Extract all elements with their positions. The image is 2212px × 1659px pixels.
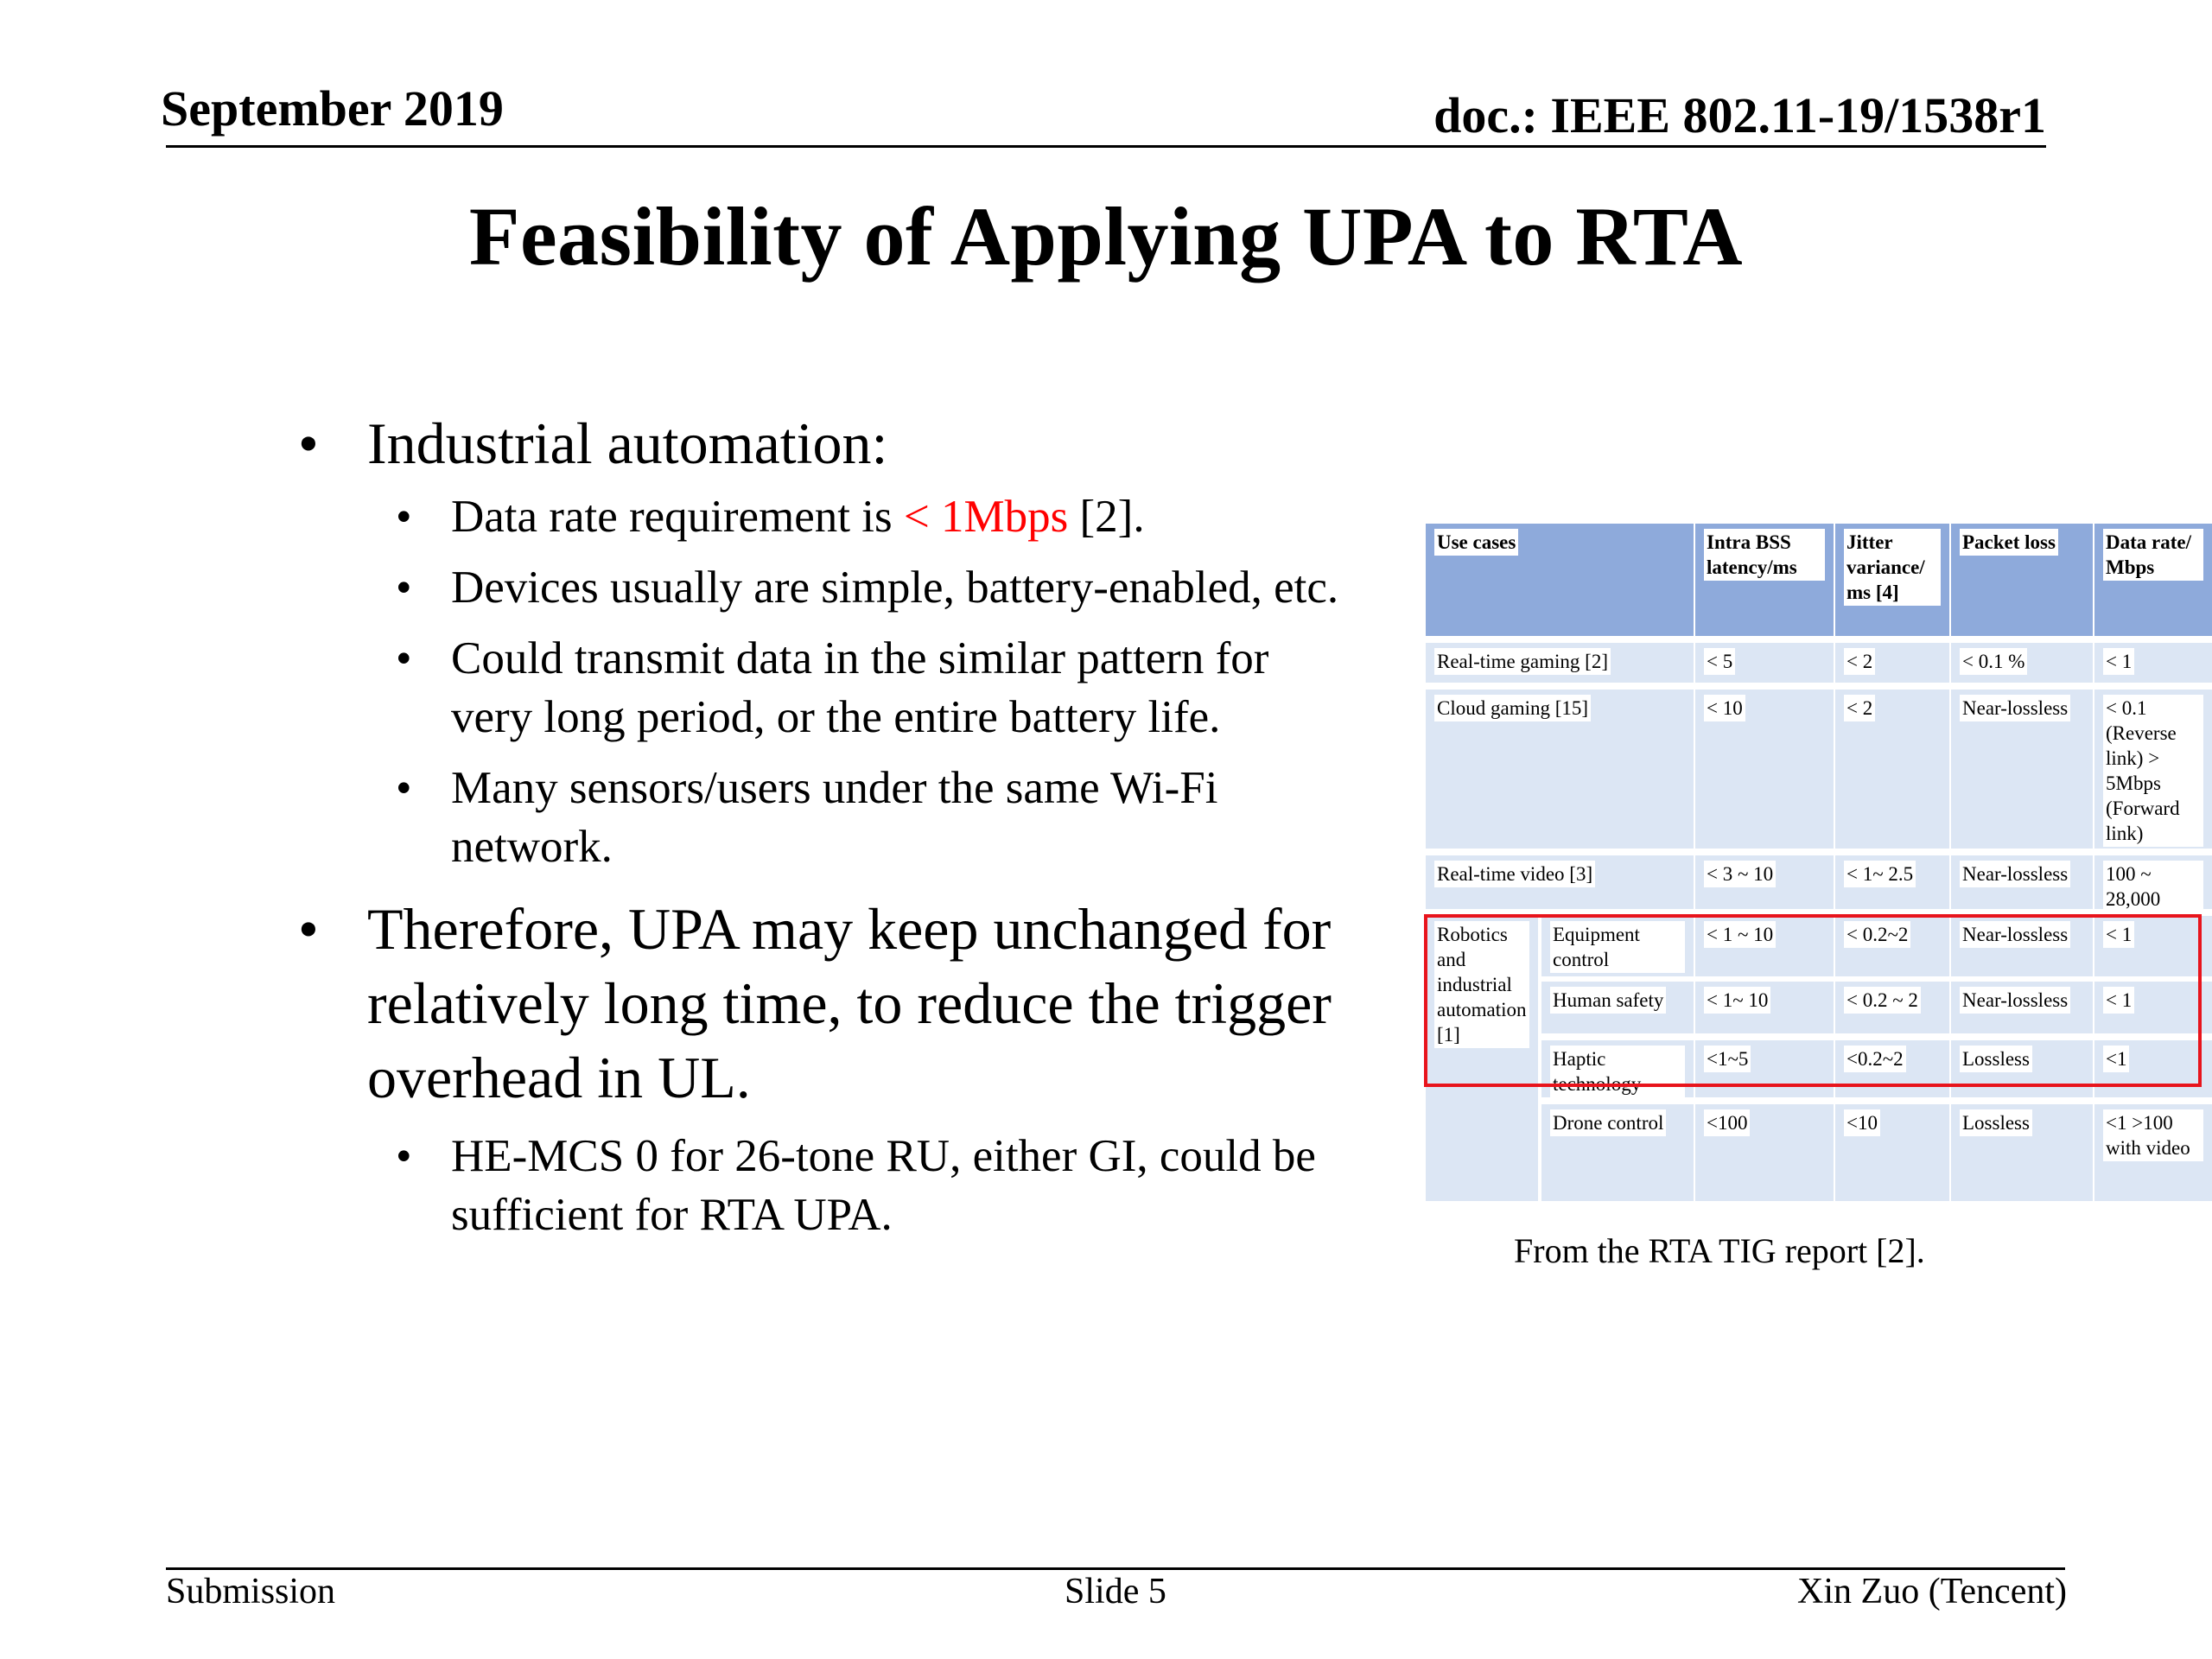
table-cell: <0.2~2 [1835,1040,1949,1097]
table-cell: Near-lossless [1951,982,2093,1033]
bullet-text: Data rate requirement is < 1Mbps [2]. [451,492,1145,542]
robotics-highlight-box [1424,914,2202,1087]
table-group-cell: Robotics and industrial automation [1] [1426,916,1538,1201]
bullet-many-sensors [396,759,1218,876]
footer-slide-number: Slide 5 [1065,1572,1166,1611]
bullet-he-mcs [396,1127,1316,1244]
table-cell: Human safety [1541,982,1694,1033]
table-cell: < 2 [1835,690,1949,849]
table-cell: < 1 [2094,643,2212,683]
table-cell: <10 [1835,1104,1949,1201]
bullet-text: Therefore, UPA may keep unchanged for relatively long time, to reduce the trigger overhead in UL. [367,896,1332,1110]
bullet-data-rate [396,487,1145,546]
header-date: September 2019 [161,80,504,137]
table-cell: < 0.2~2 [1835,916,1949,976]
table-cell: < 5 [1695,643,1834,683]
bullet-transmit-pattern [396,629,1269,747]
table-cell: < 1 [2094,982,2212,1033]
bullet-dot: • [396,633,412,683]
header-rule [166,145,2046,148]
header-doc-id: doc.: IEEE 802.11-19/1538r1 [1433,87,2046,143]
table-cell: <1 >100 with video [2094,1104,2212,1201]
bullet-devices [396,558,1339,617]
bullet-dot: • [396,563,412,613]
table-cell: < 1~ 10 [1695,982,1834,1033]
bullet-text: Many sensors/users under the same Wi-Fi network. [451,763,1218,872]
table-cell: Equipment control [1541,916,1694,976]
bullet-therefore [298,892,1332,1115]
bullet-text: Could transmit data in the similar pattern for very long period, or the entire battery life. [451,633,1269,742]
footer-submission: Submission [166,1572,336,1611]
bullet-dot: • [396,1131,412,1181]
bullet-text: HE-MCS 0 for 26-tone RU, either GI, could be sufficient for RTA UPA. [451,1131,1316,1240]
table-cell: Lossless [1951,1104,2093,1201]
table-cell: Lossless [1951,1040,2093,1097]
table-cell: Drone control [1541,1104,1694,1201]
table-cell: 100 ~ 28,000 [2094,855,2212,909]
bullet-text: Industrial automation: [367,410,888,476]
table-cell: <100 [1695,1104,1834,1201]
table-cell: < 3 ~ 10 [1695,855,1834,909]
table-cell: Near-lossless [1951,916,2093,976]
data-rate-highlight: < 1Mbps [903,492,1069,542]
table-cell: Haptic technology [1541,1040,1694,1097]
bullet-dot: • [298,410,319,476]
table-cell: Near-lossless [1951,690,2093,849]
table-cell: Near-lossless [1951,855,2093,909]
bullet-dot: • [396,492,412,542]
table-header-cell: Use cases [1426,524,1694,636]
slide-title: Feasibility of Applying UPA to RTA [468,190,1744,283]
footer-rule [166,1567,2065,1570]
table-cell: Real-time video [3] [1426,855,1694,909]
table-header-cell: Jitter variance/ ms [4] [1835,524,1949,636]
table-cell: Cloud gaming [15] [1426,690,1694,849]
table-caption: From the RTA TIG report [2]. [1514,1231,1925,1270]
table-cell: < 2 [1835,643,1949,683]
table-cell: < 1 [2094,916,2212,976]
table-cell: <1 [2094,1040,2212,1097]
bullet-industrial-automation [298,406,888,480]
table-header-cell: Data rate/ Mbps [2094,524,2212,636]
bullet-text: Devices usually are simple, battery-enabled, etc. [451,563,1339,613]
table-cell: < 1 ~ 10 [1695,916,1834,976]
rta-requirements-table [1426,524,2212,1206]
table-cell: < 0.1 (Reverse link) > 5Mbps (Forward link) [2094,690,2212,849]
table-cell: < 10 [1695,690,1834,849]
table-cell: < 0.2 ~ 2 [1835,982,1949,1033]
table-cell: <1~5 [1695,1040,1834,1097]
table-header-cell: Packet loss [1951,524,2093,636]
bullet-dot: • [298,896,319,962]
bullet-dot: • [396,763,412,813]
table-cell: < 0.1 % [1951,643,2093,683]
table-cell: Real-time gaming [2] [1426,643,1694,683]
table-cell: < 1~ 2.5 [1835,855,1949,909]
table-header-cell: Intra BSS latency/ms [1695,524,1834,636]
footer-author: Xin Zuo (Tencent) [1797,1572,2067,1611]
